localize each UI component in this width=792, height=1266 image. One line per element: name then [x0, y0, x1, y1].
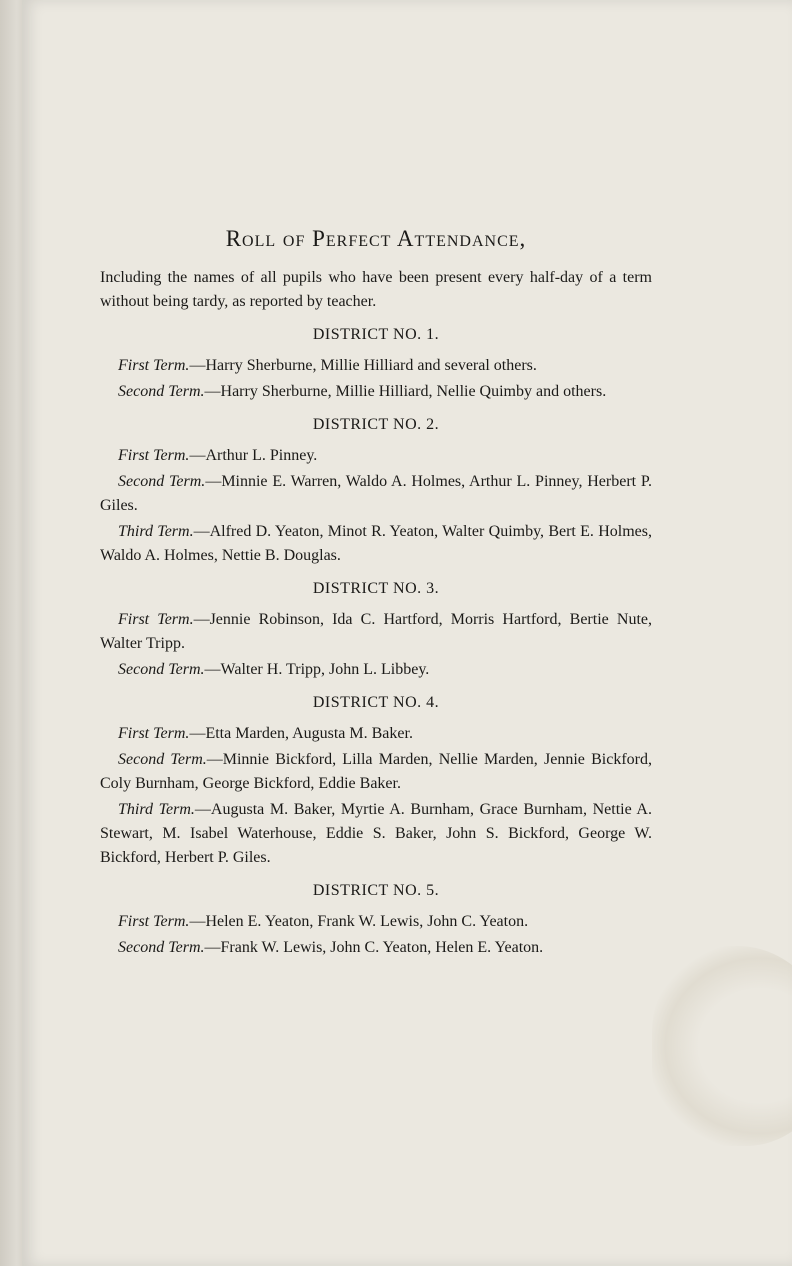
district-heading: DISTRICT NO. 1.: [312, 326, 440, 343]
term-names: —Minnie Bickford, Lilla Marden, Nellie Marden, Jennie Bickford, Coly Burnham, George Bickford, Eddie Baker.: [100, 751, 652, 792]
district-section: [100, 580, 652, 682]
term-names: —Arthur L. Pinney.: [189, 447, 318, 464]
term-label: First Term.: [118, 357, 190, 374]
term-names: —Alfred D. Yeaton, Minot R. Yeaton, Walter Quimby, Bert E. Holmes, Waldo A. Holmes, Nettie B. Douglas.: [100, 523, 652, 564]
term-names: —Augusta M. Baker, Myrtie A. Burnham, Grace Burnham, Nettie A. Stewart, M. Isabel Waterhouse, Eddie S. Baker, John S. Bickford, George W. Bickford, Herbert P. Giles.: [100, 801, 652, 866]
intro-paragraph: Including the names of all pupils who have been present every half-day of a term without being tardy, as reported by teacher.: [100, 269, 652, 310]
term-label: First Term.: [118, 611, 194, 628]
district-section: [100, 882, 652, 960]
term-label: Second Term.: [118, 473, 206, 490]
book-gutter: [0, 0, 24, 1266]
district-heading: DISTRICT NO. 5.: [312, 882, 440, 899]
term-entry: [100, 748, 652, 796]
water-stain: [652, 946, 792, 1146]
term-label: Second Term.: [118, 939, 205, 956]
term-label: First Term.: [118, 447, 190, 464]
term-entry: [100, 354, 652, 378]
district-heading: DISTRICT NO. 3.: [312, 580, 440, 597]
term-label: Third Term.: [118, 801, 195, 818]
term-names: —Frank W. Lewis, John C. Yeaton, Helen E. Yeaton.: [204, 939, 544, 956]
term-names: —Etta Marden, Augusta M. Baker.: [189, 725, 413, 742]
term-label: Second Term.: [118, 661, 205, 678]
term-names: —Harry Sherburne, Millie Hilliard, Nellie Quimby and others.: [204, 383, 607, 400]
term-label: Second Term.: [118, 751, 207, 768]
term-entry: [100, 936, 652, 960]
term-names: —Minnie E. Warren, Waldo A. Holmes, Arthur L. Pinney, Herbert P. Giles.: [100, 473, 653, 514]
district-heading: DISTRICT NO. 4.: [312, 694, 440, 711]
term-label: Second Term.: [118, 383, 205, 400]
term-names: —Jennie Robinson, Ida C. Hartford, Morris Hartford, Bertie Nute, Walter Tripp.: [100, 611, 652, 652]
attendance-roll: [100, 226, 652, 962]
page-title: Roll of Perfect Attendance,: [225, 226, 527, 251]
term-label: First Term.: [118, 725, 190, 742]
term-names: —Walter H. Tripp, John L. Libbey.: [204, 661, 430, 678]
term-label: First Term.: [118, 913, 190, 930]
term-entry: [100, 520, 652, 568]
term-entry: [100, 470, 652, 518]
district-section: [100, 694, 652, 870]
district-section: [100, 326, 652, 404]
term-names: —Helen E. Yeaton, Frank W. Lewis, John C. Yeaton.: [189, 913, 529, 930]
term-entry: [100, 658, 652, 682]
term-entry: [100, 798, 652, 870]
term-entry: [100, 722, 652, 746]
term-entry: [100, 608, 652, 656]
district-heading: DISTRICT NO. 2.: [312, 416, 440, 433]
term-names: —Harry Sherburne, Millie Hilliard and several others.: [189, 357, 537, 374]
district-section: [100, 416, 652, 568]
term-entry: [100, 444, 652, 468]
term-entry: [100, 910, 652, 934]
term-label: Third Term.: [118, 523, 194, 540]
term-entry: [100, 380, 652, 404]
